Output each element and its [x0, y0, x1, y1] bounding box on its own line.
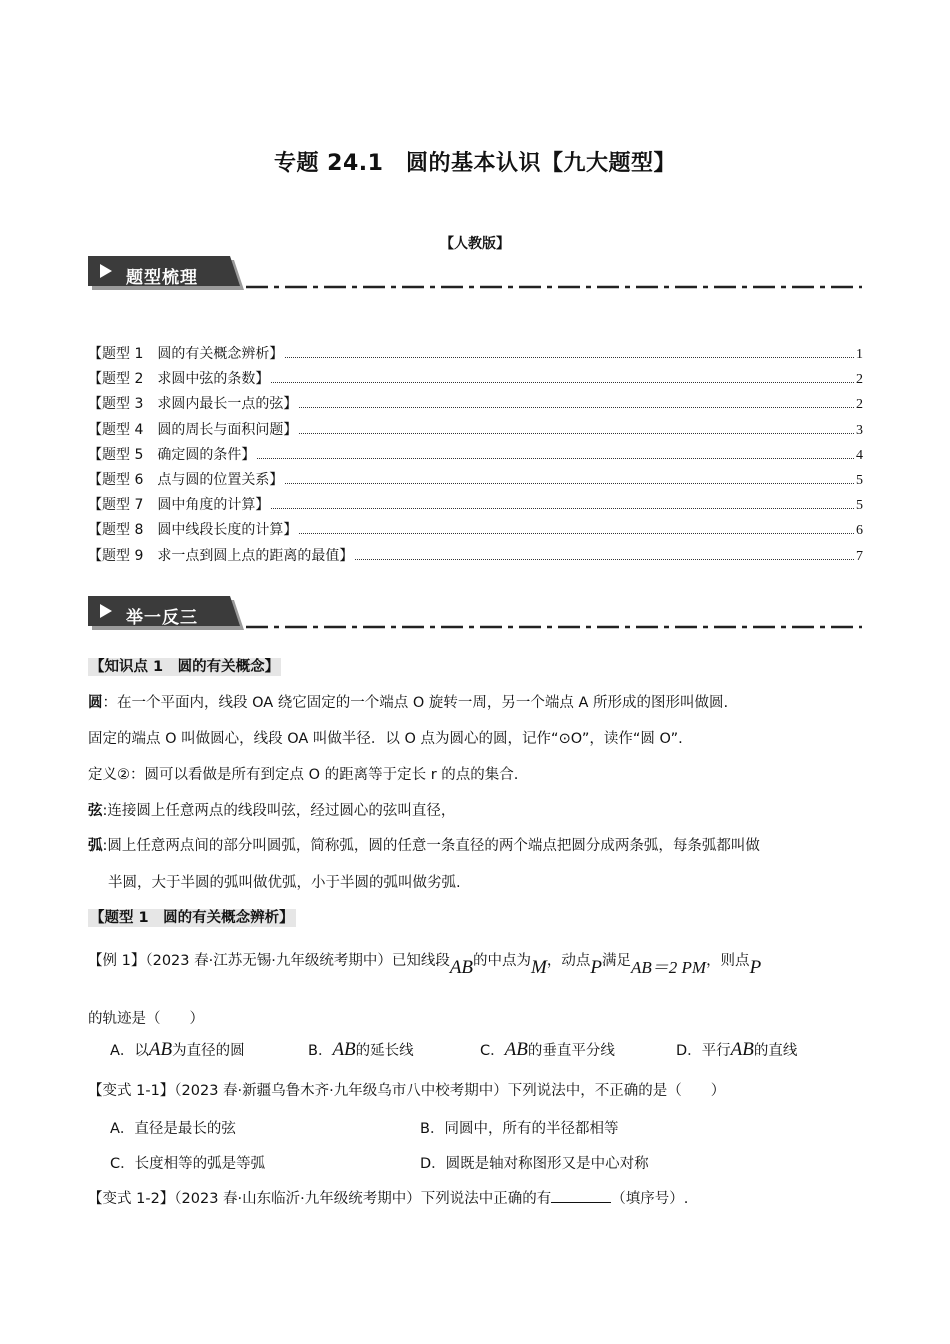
option-text: 为直径的圆	[172, 1043, 245, 1059]
option-text: C．	[480, 1043, 505, 1059]
math-equation: AB＝2 PM	[630, 958, 707, 977]
example-text: ，动点	[546, 953, 591, 969]
variant-text: （填序号）.	[611, 1191, 689, 1207]
toc-leader-dots	[299, 532, 854, 534]
toc-entry-page: 2	[856, 372, 863, 388]
example-label: 【例 1】	[88, 953, 146, 969]
variant-option-b: B．同圆中，所有的半径都相等	[420, 1121, 619, 1137]
variant-label: 【变式 1-1】	[88, 1083, 175, 1099]
toc-entry-page: 5	[856, 472, 863, 488]
toc-entry-page: 4	[856, 447, 863, 463]
math-ab: AB	[332, 1039, 356, 1060]
toc-leader-dots	[285, 482, 854, 484]
variant-option-c: C．长度相等的弧是等弧	[110, 1156, 266, 1172]
knowledge-header-label: 【知识点 1 圆的有关概念】	[90, 659, 280, 675]
toc-entry-page: 5	[856, 498, 863, 514]
type1-header-label: 【题型 1 圆的有关概念辨析】	[90, 910, 294, 926]
toc-leader-dots	[257, 457, 854, 459]
toc-entry-page: 7	[856, 548, 863, 564]
math-m: M	[531, 957, 547, 978]
example-option-c	[480, 1039, 615, 1061]
circle-definition	[88, 693, 868, 713]
variant-option-a: A．直径是最长的弦	[110, 1121, 236, 1137]
banner-dashline	[246, 625, 862, 629]
toc-leader-dots	[271, 381, 854, 383]
toc-entry-title: 【题型 7 圆中角度的计算】	[88, 497, 270, 514]
toc-entry-title: 【题型 3 求圆内最长一点的弦】	[88, 396, 298, 413]
math-p: P	[749, 957, 762, 978]
toc-leader-dots	[355, 558, 854, 560]
math-ab: AB	[730, 1039, 754, 1060]
toc-entry[interactable]	[88, 519, 863, 544]
example-option-d	[676, 1039, 797, 1061]
chord-definition	[88, 801, 868, 821]
toc-leader-dots	[285, 356, 854, 358]
toc-entry-title: 【题型 6 点与圆的位置关系】	[88, 471, 284, 488]
banner-label: 举一反三	[126, 608, 198, 628]
section-banner-question-types	[88, 256, 246, 292]
toc-entry-page: 2	[856, 397, 863, 413]
page-title: 专题 24.1 圆的基本认识【九大题型】	[274, 151, 676, 176]
toc-entry-page: 6	[856, 523, 863, 539]
option-text: 的垂直平分线	[527, 1043, 615, 1059]
variant-text: （2023 春·新疆乌鲁木齐·九年级乌市八中校考期中）下列说法中，不正确的是（ ）	[174, 1083, 726, 1099]
variant-option-d: D．圆既是轴对称图形又是中心对称	[420, 1156, 649, 1172]
arc-definition-cont: 半圆，大于半圆的弧叫做优弧，小于半圆的弧叫做劣弧.	[108, 875, 461, 891]
toc-entry[interactable]	[88, 545, 863, 570]
toc-entry[interactable]	[88, 444, 863, 469]
example-1-line2: 的轨迹是（ ）	[88, 1011, 204, 1027]
toc-entry[interactable]	[88, 368, 863, 393]
arc-def-text: :圆上任意两点间的部分叫圆弧，简称弧，圆的任意一条直径的两个端点把圆分成两条弧，每条弧都叫做	[102, 838, 760, 854]
term-chord: 弦	[88, 803, 103, 819]
toc-entry-title: 【题型 9 求一点到圆上点的距离的最值】	[88, 547, 354, 564]
toc-entry[interactable]	[88, 494, 863, 519]
variant-text: （2023 春·山东临沂·九年级统考期中）下列说法中正确的有	[174, 1191, 552, 1207]
toc-entry-page: 3	[856, 422, 863, 438]
math-ab: AB	[449, 957, 474, 978]
term-arc: 弧	[88, 838, 103, 854]
arc-definition	[88, 836, 868, 856]
toc-entry[interactable]	[88, 419, 863, 444]
circle-def-text: ：在一个平面内，线段 OA 绕它固定的一个端点 O 旋转一周，另一个端点 A 所形成的图形叫做圆.	[102, 695, 729, 711]
example-text: 的中点为	[473, 953, 532, 969]
term-circle: 圆	[88, 695, 103, 711]
definition-2: 定义②：圆可以看做是所有到定点 O 的距离等于定长 r 的点的集合.	[88, 767, 519, 783]
toc-entry-title: 【题型 1 圆的有关概念辨析】	[88, 346, 284, 362]
option-text: 的延长线	[355, 1043, 414, 1059]
toc-entry[interactable]	[88, 343, 863, 368]
answer-blank[interactable]	[551, 1188, 611, 1203]
option-text: 的直线	[753, 1043, 798, 1059]
variant-label: 【变式 1-2】	[88, 1191, 175, 1207]
toc-leader-dots	[299, 406, 854, 408]
center-definition: 固定的端点 O 叫做圆心，线段 OA 叫做半径．以 O 点为圆心的圆，记作“⊙O”，读作“圆 O”.	[88, 731, 683, 747]
toc-entry-title: 【题型 2 求圆中弦的条数】	[88, 371, 270, 388]
table-of-contents	[88, 343, 863, 570]
example-1	[88, 946, 868, 978]
option-text: A．以	[110, 1043, 149, 1059]
toc-entry-title: 【题型 5 确定圆的条件】	[88, 446, 256, 463]
knowledge-header	[88, 657, 868, 677]
edition-label: 【人教版】	[440, 236, 510, 252]
toc-entry[interactable]	[88, 469, 863, 494]
variant-1-2	[88, 1188, 868, 1209]
toc-entry[interactable]	[88, 393, 863, 418]
example-text: 满足	[601, 953, 631, 969]
section-banner-examples	[88, 596, 246, 632]
toc-entry-title: 【题型 4 圆的周长与面积问题】	[88, 421, 298, 438]
toc-entry-title: 【题型 8 圆中线段长度的计算】	[88, 522, 298, 539]
banner-label: 题型梳理	[126, 268, 198, 288]
math-ab: AB	[504, 1039, 528, 1060]
toc-entry-page: 1	[856, 347, 863, 362]
example-option-b	[308, 1039, 414, 1061]
math-p: P	[590, 957, 602, 978]
math-ab: AB	[148, 1039, 173, 1060]
chord-def-text: :连接圆上任意两点的线段叫弦，经过圆心的弦叫直径，	[102, 803, 456, 819]
type1-header	[88, 908, 868, 928]
example-text: （2023 春·江苏无锡·九年级统考期中）已知线段	[145, 953, 450, 969]
option-text: B．	[308, 1043, 333, 1059]
banner-dashline	[246, 285, 862, 289]
toc-leader-dots	[271, 507, 854, 509]
example-text: ，则点	[706, 953, 750, 969]
example-option-a	[110, 1039, 245, 1061]
toc-leader-dots	[299, 432, 854, 434]
option-text: D．平行	[676, 1043, 731, 1059]
variant-1-1	[88, 1081, 868, 1101]
